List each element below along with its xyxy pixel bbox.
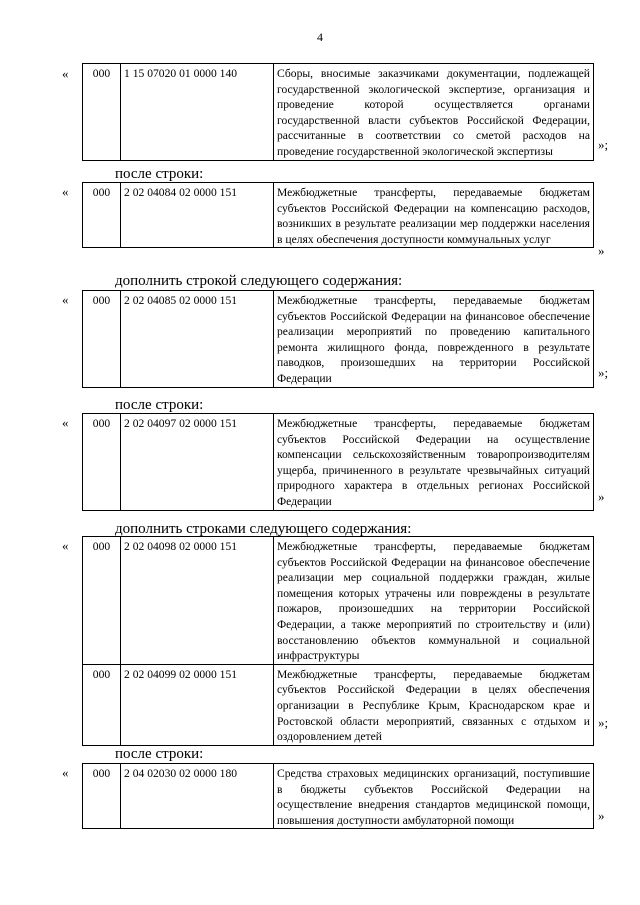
quote-close: »; xyxy=(598,365,609,380)
table-row xyxy=(83,183,594,248)
budget-code: 2 02 04098 02 0000 151 xyxy=(121,537,274,665)
code-table xyxy=(82,290,594,388)
table-row xyxy=(83,64,594,161)
quote-close: »; xyxy=(598,715,609,730)
section-heading: дополнить строками следующего содержания: xyxy=(115,521,412,537)
quote-close: » xyxy=(598,489,605,504)
quote-open: « xyxy=(62,538,69,553)
quote-close: » xyxy=(598,808,605,823)
quote-open: « xyxy=(62,66,69,81)
table-row xyxy=(83,291,594,388)
code-table xyxy=(82,182,594,248)
quote-open: « xyxy=(62,765,69,780)
table-row xyxy=(83,664,594,745)
quote-close: »; xyxy=(598,137,609,152)
budget-code: 2 02 04097 02 0000 151 xyxy=(121,414,274,511)
quote-open: « xyxy=(62,415,69,430)
row-description: Межбюджетные трансферты, передаваемые бюджетам субъектов Российской Федерации на финансовое обеспечение реализации мер социальной поддержки граждан, жилые помещения которых утрачены или повреждены в результате пожаров, произошедших на территории Российской Федерации, а также мероприятий по строительству и (или) восстановлению объектов коммунальной и социальной инфраструктуры xyxy=(274,537,594,665)
table-row xyxy=(83,414,594,511)
row-description: Межбюджетные трансферты, передаваемые бюджетам субъектов Российской Федерации на осуществление компенсации сельскохозяйственным товаропроизводителям ущерба, причиненного в результате чрезвычайных ситуаций природного характера в отдельных регионах Российской Федерации xyxy=(274,414,594,511)
page-number: 4 xyxy=(317,30,323,44)
budget-code: 2 04 02030 02 0000 180 xyxy=(121,764,274,829)
row-description: Средства страховых медицинских организаций, поступившие в бюджеты субъектов Российской Федерации на осуществление внедрения стандартов медицинской помощи, повышения доступности амбулаторной помощи xyxy=(274,764,594,829)
code-table xyxy=(82,63,594,161)
table-row xyxy=(83,764,594,829)
code-table xyxy=(82,413,594,511)
code-table xyxy=(82,763,594,829)
section-heading: после строки: xyxy=(115,166,204,182)
table-row xyxy=(83,537,594,665)
code-table xyxy=(82,536,594,746)
quote-open: « xyxy=(62,292,69,307)
budget-code: 2 02 04099 02 0000 151 xyxy=(121,664,274,745)
quote-open: « xyxy=(62,184,69,199)
budget-code: 1 15 07020 01 0000 140 xyxy=(121,64,274,161)
admin-code: 000 xyxy=(83,414,121,511)
section-heading: после строки: xyxy=(115,746,204,762)
admin-code: 000 xyxy=(83,664,121,745)
admin-code: 000 xyxy=(83,291,121,388)
admin-code: 000 xyxy=(83,764,121,829)
admin-code: 000 xyxy=(83,537,121,665)
admin-code: 000 xyxy=(83,183,121,248)
row-description: Межбюджетные трансферты, передаваемые бюджетам субъектов Российской Федерации в целях обеспечения организации в Республике Крым, Краснодарском крае и Ростовской области мероприятий, связанных с отдыхом и оздоровлением детей xyxy=(274,664,594,745)
budget-code: 2 02 04085 02 0000 151 xyxy=(121,291,274,388)
quote-close: » xyxy=(598,243,605,258)
row-description: Межбюджетные трансферты, передаваемые бюджетам субъектов Российской Федерации на компенсацию расходов, возникших в результате реализации мер поддержки населения в целях обеспечения доступности коммунальных услуг xyxy=(274,183,594,248)
row-description: Межбюджетные трансферты, передаваемые бюджетам субъектов Российской Федерации на финансовое обеспечение реализации мероприятий по проведению капитального ремонта жилищного фонда, поврежденного в результате паводков, произошедших на территории Российской Федерации xyxy=(274,291,594,388)
section-heading: дополнить строкой следующего содержания: xyxy=(115,273,403,289)
row-description: Сборы, вносимые заказчиками документации, подлежащей государственной экологической экспертизе, организация и проведение которой осуществляется органами государственной власти субъектов Российской Федерации, рассчитанные в соответствии со сметой расходов на проведение государственной экологической экспертизы xyxy=(274,64,594,161)
admin-code: 000 xyxy=(83,64,121,161)
section-heading: после строки: xyxy=(115,397,204,413)
budget-code: 2 02 04084 02 0000 151 xyxy=(121,183,274,248)
